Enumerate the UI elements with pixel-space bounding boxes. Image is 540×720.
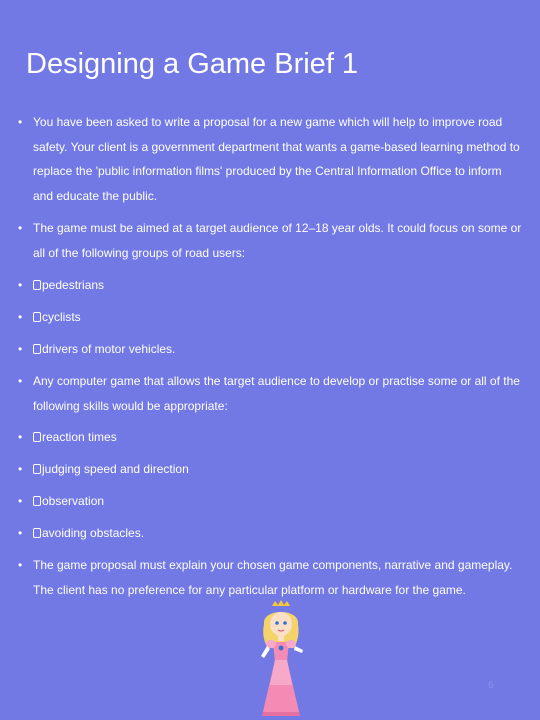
bullet-dot: • <box>18 342 23 356</box>
checkbox-glyph-icon <box>33 280 41 290</box>
bullet-text: You have been asked to write a proposal for a new game which will help to improve road safety. Your client is a government department that wants a game-based learning method to replace the 'public information films' produced by the Central Information Office to inform and educate the public. <box>33 115 520 203</box>
bullet-text: The game must be aimed at a target audience of 12–18 year olds. It could focus on some or all of the following groups of road users: <box>33 221 522 260</box>
checkbox-glyph-icon <box>33 432 41 442</box>
bullet-dot: • <box>18 221 23 235</box>
bullet-dot: • <box>18 526 23 540</box>
bullet-dot: • <box>18 374 23 388</box>
checkbox-glyph-icon <box>33 496 41 506</box>
princess-character-icon <box>250 600 312 720</box>
checkbox-glyph-icon <box>33 464 41 474</box>
bullet-text: reaction times <box>42 430 117 444</box>
checkbox-glyph-icon <box>33 312 41 322</box>
bullet-text: observation <box>42 494 105 508</box>
bullet-dot: • <box>18 430 23 444</box>
page-number: 6 <box>488 680 494 691</box>
bullet-dot: • <box>18 462 23 476</box>
bullet-dot: • <box>18 558 23 572</box>
bullet-text: cyclists <box>42 310 81 324</box>
bullet-dot: • <box>18 310 23 324</box>
bullet-text: The game proposal must explain your chosen game components, narrative and gameplay. The client has no preference for any particular platform or hardware for the game. <box>33 558 513 597</box>
checkbox-glyph-icon <box>33 344 41 354</box>
bullet-text: drivers of motor vehicles. <box>42 342 176 356</box>
checkbox-glyph-icon <box>33 528 41 538</box>
bullet-text: avoiding obstacles. <box>42 526 145 540</box>
bullet-dot: • <box>18 115 23 129</box>
slide-title: Designing a Game Brief 1 <box>26 48 359 80</box>
bullet-text: judging speed and direction <box>42 462 189 476</box>
bullet-dot: • <box>18 278 23 292</box>
bullet-dot: • <box>18 494 23 508</box>
bullet-text: Any computer game that allows the target audience to develop or practise some or all of the following skills would be appropriate: <box>33 374 520 413</box>
bullet-text: pedestrians <box>42 278 105 292</box>
